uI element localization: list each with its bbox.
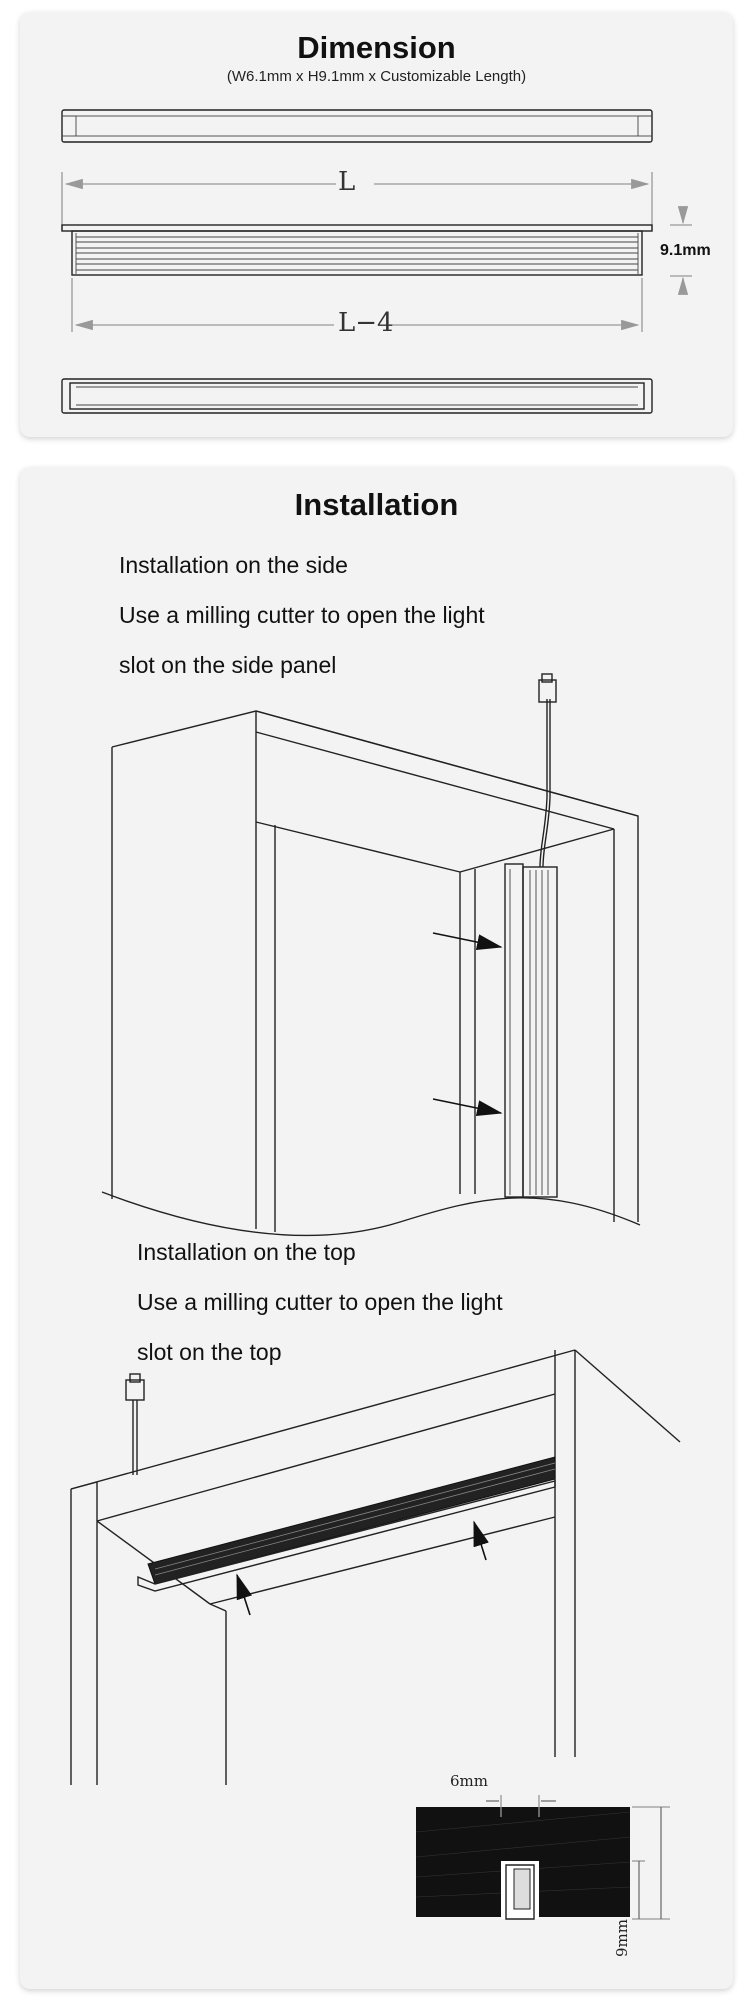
side-install-line2: Use a milling cutter to open the light [119, 602, 485, 628]
top-profile-view [62, 110, 652, 142]
side-profile-view [62, 225, 652, 275]
side-install-line3: slot on the side panel [119, 652, 337, 678]
bottom-profile-view [62, 379, 652, 413]
top-install-heading: Installation on the top [137, 1239, 356, 1265]
slot-depth-label: 9mm [613, 1919, 631, 1957]
dimension-subtitle: (W6.1mm x H9.1mm x Customizable Length) [226, 68, 527, 85]
length-dimension [62, 172, 652, 230]
inner-length-label: L−4 [338, 308, 394, 338]
installation-drawings [20, 467, 733, 1989]
dimension-card [20, 12, 733, 437]
dimension-title: Dimension [297, 30, 456, 65]
top-install-illustration [71, 1350, 680, 1785]
top-install-line3: slot on the top [137, 1339, 282, 1365]
top-install-line2: Use a milling cutter to open the light [137, 1289, 503, 1315]
installation-card [20, 467, 733, 1989]
side-install-illustration [102, 674, 640, 1235]
profile-drawing [20, 12, 733, 437]
length-label: L [338, 167, 356, 197]
slot-cross-section [416, 1795, 670, 1919]
side-install-heading: Installation on the side [119, 552, 348, 578]
slot-width-label: 6mm [450, 1772, 488, 1790]
height-label: 9.1mm [660, 242, 711, 259]
installation-title: Installation [294, 487, 459, 522]
